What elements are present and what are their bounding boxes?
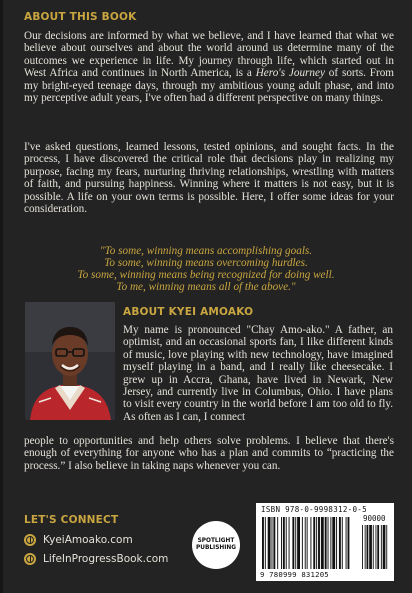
publisher-logo-badge: [192, 521, 240, 569]
website-link-text: KyeiAmoako.com: [43, 534, 133, 546]
author-bio-beside-photo: My name is pronounced "Chay Amo-ako." A father, an optimist, and an occasional sports fan, I like different kinds of music, love playing with new technology, have imagined myself playing in a band, and I really like cheesecake. I grew up in Accra, Ghana, have lived in Newark, New Jersey, and currently live in Columbus, Ohio. I have plans to visit every country in the world before I am too old to fly. As often as I can, I connect: [123, 324, 393, 423]
barcode-digits: 9 780999 831205: [260, 570, 329, 579]
author-photo: [25, 302, 115, 420]
about-author-heading: ABOUT KYEI AMOAKO: [123, 306, 254, 318]
website-link-kyeiamoako[interactable]: [24, 532, 133, 548]
about-book-paragraph-2: I've asked questions, learned lessons, tested opinions, and sought facts. In the process, I have discovered the critical role that decisions play in realizing my purpose, facing my fears, nurturing thriving relationships, wrestling with matters of faith, and pursuing happiness. Winning where it matters is not easy, but it is possible. A life on your own terms is possible. Here, I offer some ideas for your consideration.: [24, 141, 394, 216]
author-bio-below-photo: people to opportunities and help others solve problems. I believe that there's enough of everything for anyone who has a plan and commits to “practicing the process.” I also believe in taking naps whenever you can.: [24, 435, 394, 472]
para1-text-a: Our decisions are informed by what we believe, and I have learned that what we believe about ourselves and about the world around us determine many of the outcomes we experience in life. My journey through life, which started out in West Africa and continues in North America, is a: [24, 30, 394, 80]
quote-line-1: "To some, winning means accomplishing goals.: [99, 245, 313, 257]
isbn-barcode: [256, 503, 394, 581]
about-book-heading: ABOUT THIS BOOK: [24, 11, 137, 23]
publisher-name-line-1: SPOTLIGHT: [197, 538, 235, 544]
globe-icon: [24, 553, 36, 565]
publisher-name-line-2: PUBLISHING: [195, 545, 237, 551]
price-code: 90000: [363, 514, 386, 523]
isbn-number: ISBN 978-0-9998312-0-5: [261, 505, 367, 514]
website-link-text: LifeInProgressBook.com: [43, 553, 169, 565]
spine-shadow: [0, 0, 3, 593]
globe-icon: [24, 534, 36, 546]
website-link-lifeinprogress[interactable]: [24, 551, 168, 567]
about-book-paragraph-1: [24, 30, 394, 104]
quote-line-4: To me, winning means all of the above.": [116, 281, 296, 293]
para1-text-b: of sorts. From my bright-eyed teenage days, through my ambitious young adult phase, and into my perceptive adult years, I've often had a different perspective on many things.: [24, 67, 395, 105]
connect-heading: LET'S CONNECT: [24, 514, 119, 526]
quote-line-3: To some, winning means being recognized for doing well.: [77, 269, 335, 281]
quote-line-2: To some, winning means overcoming hurdles.: [104, 257, 308, 269]
book-title-italic: Hero's Journey: [255, 67, 325, 80]
